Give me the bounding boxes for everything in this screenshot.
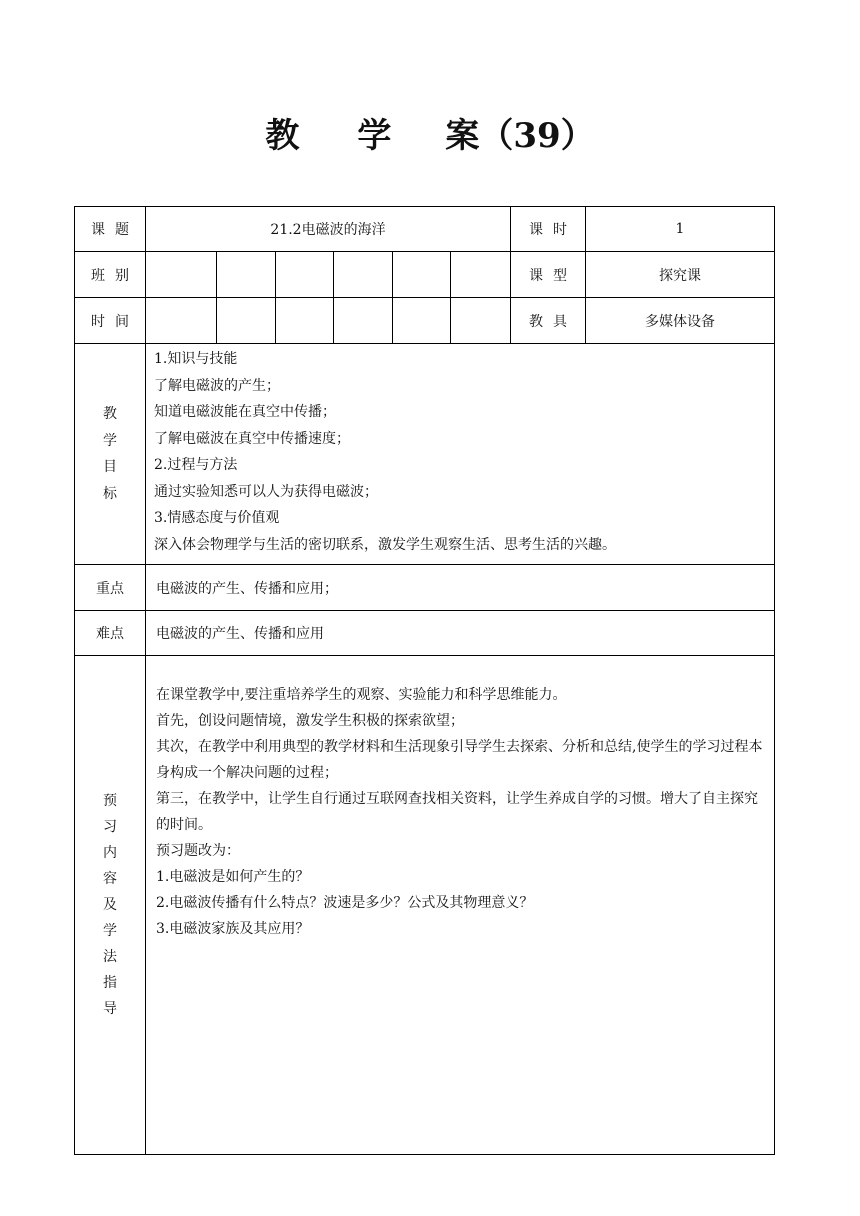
label-topic: 课题 [75, 207, 146, 252]
key-point-text: 电磁波的产生、传播和应用； [146, 565, 775, 611]
preview-content [146, 656, 775, 1155]
objective-line: 3.情感态度与价值观 [154, 510, 280, 526]
label-tools: 教具 [511, 298, 586, 344]
row-topic [75, 207, 775, 252]
label-char: 目 [103, 459, 117, 475]
row-time [75, 298, 775, 344]
label-difficulty: 难点 [75, 611, 146, 656]
page-title [0, 108, 860, 157]
label-char: 习 [103, 819, 117, 835]
label-char: 导 [103, 1001, 117, 1017]
class-cell-6 [451, 252, 511, 298]
title-char-3: 案（39） [445, 116, 595, 156]
row-difficulty [75, 611, 775, 656]
time-cell-4 [334, 298, 393, 344]
label-char: 指 [103, 975, 117, 991]
label-class: 班别 [75, 252, 146, 298]
time-cell-5 [393, 298, 451, 344]
difficulty-text: 电磁波的产生、传播和应用 [146, 611, 775, 656]
preview-paragraph: 在课堂教学中,要注重培养学生的观察、实验能力和科学思维能力。 [156, 687, 567, 703]
class-cell-2 [217, 252, 276, 298]
topic-value: 21.2电磁波的海洋 [146, 207, 511, 252]
hours-value: 1 [586, 207, 775, 252]
preview-paragraph: 预习题改为： [156, 843, 240, 859]
label-key-point: 重点 [75, 565, 146, 611]
objective-line: 了解电磁波在真空中传播速度； [154, 430, 350, 447]
class-cell-1 [146, 252, 217, 298]
label-preview [75, 656, 146, 1155]
time-cell-2 [217, 298, 276, 344]
row-preview [75, 656, 775, 1155]
preview-paragraph: 1.电磁波是如何产生的？ [156, 869, 310, 885]
class-cell-3 [276, 252, 334, 298]
tools-value: 多媒体设备 [586, 298, 775, 344]
label-char: 学 [103, 432, 117, 449]
objective-line: 通过实验知悉可以人为获得电磁波； [154, 483, 378, 500]
label-char: 学 [103, 923, 117, 939]
label-char: 法 [103, 949, 117, 965]
label-char: 预 [103, 793, 117, 809]
objectives-content [146, 344, 775, 565]
label-char: 标 [103, 485, 117, 502]
preview-paragraph: 其次，在教学中利用典型的教学材料和生活现象引导学生去探索、分析和总结,使学生的学习过程本身构成一个解决问题的过程； [156, 739, 763, 781]
preview-paragraph: 首先，创设问题情境，激发学生积极的探索欲望； [156, 713, 464, 729]
time-cell-3 [276, 298, 334, 344]
time-cell-1 [146, 298, 217, 344]
row-key-point [75, 565, 775, 611]
row-objectives [75, 344, 775, 565]
preview-paragraph: 3.电磁波家族及其应用？ [156, 921, 310, 937]
label-char: 教 [103, 406, 117, 422]
preview-paragraph: 2.电磁波传播有什么特点？波速是多少？公式及其物理意义？ [156, 895, 534, 911]
title-char-1: 教 [265, 116, 300, 156]
lesson-plan-table [74, 206, 775, 1155]
label-char: 及 [103, 897, 117, 913]
label-hours: 课时 [511, 207, 586, 252]
type-value: 探究课 [586, 252, 775, 298]
objective-line: 1.知识与技能 [154, 351, 238, 367]
class-cell-4 [334, 252, 393, 298]
title-char-2: 学 [357, 116, 392, 156]
label-type: 课型 [511, 252, 586, 298]
objective-line: 2.过程与方法 [154, 457, 238, 473]
objective-line: 知道电磁波能在真空中传播； [154, 404, 336, 420]
label-char: 内 [103, 845, 117, 861]
preview-paragraph: 第三，在教学中，让学生自行通过互联网查找相关资料，让学生养成自学的习惯。增大了自主探究的时间。 [156, 791, 758, 833]
time-cell-6 [451, 298, 511, 344]
class-cell-5 [393, 252, 451, 298]
objective-line: 了解电磁波的产生； [154, 377, 280, 394]
label-objectives [75, 344, 146, 565]
objective-line: 深入体会物理学与生活的密切联系，激发学生观察生活、思考生活的兴趣。 [154, 536, 616, 553]
label-char: 容 [103, 871, 117, 887]
row-class [75, 252, 775, 298]
label-time: 时间 [75, 298, 146, 344]
